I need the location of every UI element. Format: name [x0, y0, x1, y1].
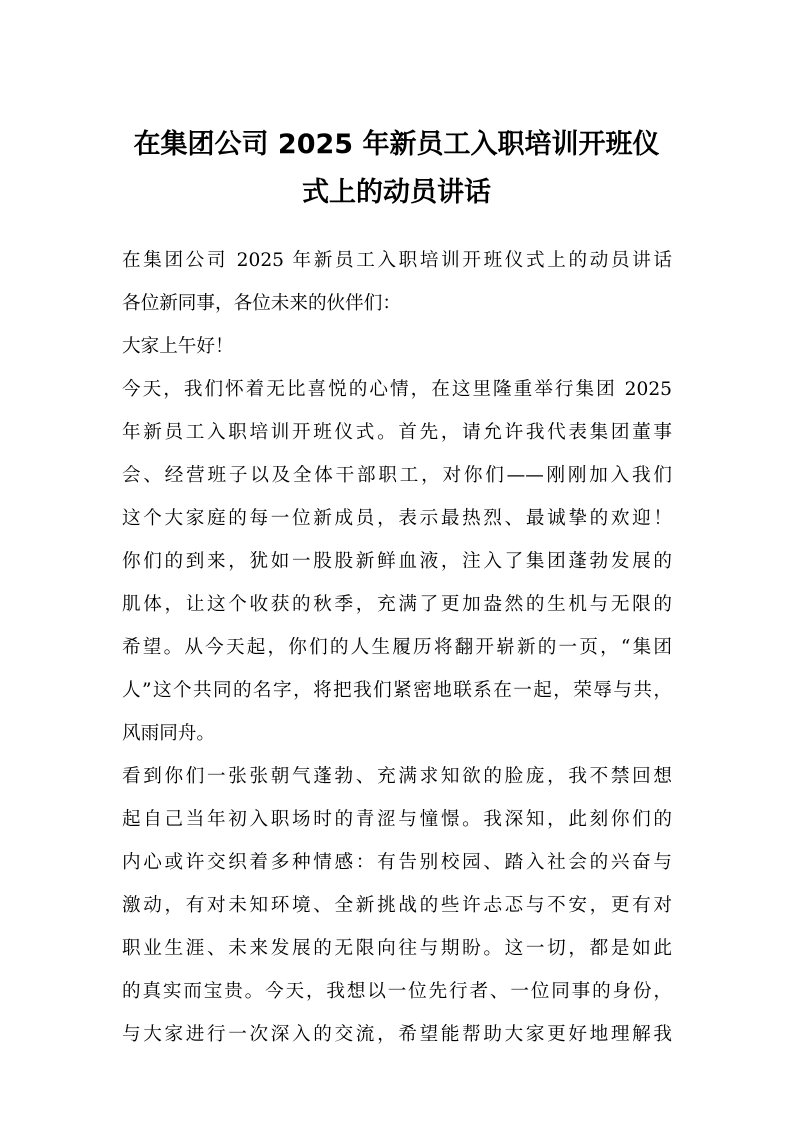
body-line-1: 在集团公司 2025 年新员工入职培训开班仪式上的动员讲话: [122, 250, 672, 271]
body-line-17: 职业生涯、未来发展的无限向往与期盼。这一切，都是如此: [122, 938, 672, 959]
document-title-line-1: 在集团公司 2025 年新员工入职培训开班仪: [133, 129, 660, 160]
body-line-11: 人”这个共同的名字，将把我们紧密地联系在一起，荣辱与共，: [122, 680, 672, 701]
body-line-9: 肌体，让这个收获的秋季，充满了更加盎然的生机与无限的: [122, 594, 672, 615]
body-line-18: 的真实而宝贵。今天，我想以一位先行者、一位同事的身份，: [122, 981, 672, 1002]
document-title-line-2: 式上的动员讲话: [302, 177, 491, 208]
body-line-6: 会、经营班子以及全体干部职工，对你们——刚刚加入我们: [122, 465, 672, 486]
body-line-3: 大家上午好！: [122, 336, 234, 357]
body-line-8: 你们的到来，犹如一股股新鲜血液，注入了集团蓬勃发展的: [122, 551, 672, 572]
body-line-12: 风雨同舟。: [122, 723, 215, 744]
body-line-7: 这个大家庭的每一位新成员，表示最热烈、最诚挚的欢迎！: [122, 508, 672, 529]
body-line-10: 希望。从今天起，你们的人生履历将翻开崭新的一页，“集团: [122, 637, 672, 658]
body-line-19: 与大家进行一次深入的交流，希望能帮助大家更好地理解我: [122, 1024, 672, 1045]
body-line-2: 各位新同事，各位未来的伙伴们：: [122, 293, 401, 314]
body-line-16: 激动，有对未知环境、全新挑战的些许忐忑与不安，更有对: [122, 895, 672, 916]
body-line-4: 今天，我们怀着无比喜悦的心情，在这里隆重举行集团 2025: [122, 379, 672, 400]
body-line-13: 看到你们一张张朝气蓬勃、充满求知欲的脸庞，我不禁回想: [122, 766, 672, 787]
body-line-15: 内心或许交织着多种情感：有告别校园、踏入社会的兴奋与: [122, 852, 672, 873]
body-line-5: 年新员工入职培训开班仪式。首先，请允许我代表集团董事: [122, 422, 672, 443]
body-line-14: 起自己当年初入职场时的青涩与憧憬。我深知，此刻你们的: [122, 809, 672, 830]
